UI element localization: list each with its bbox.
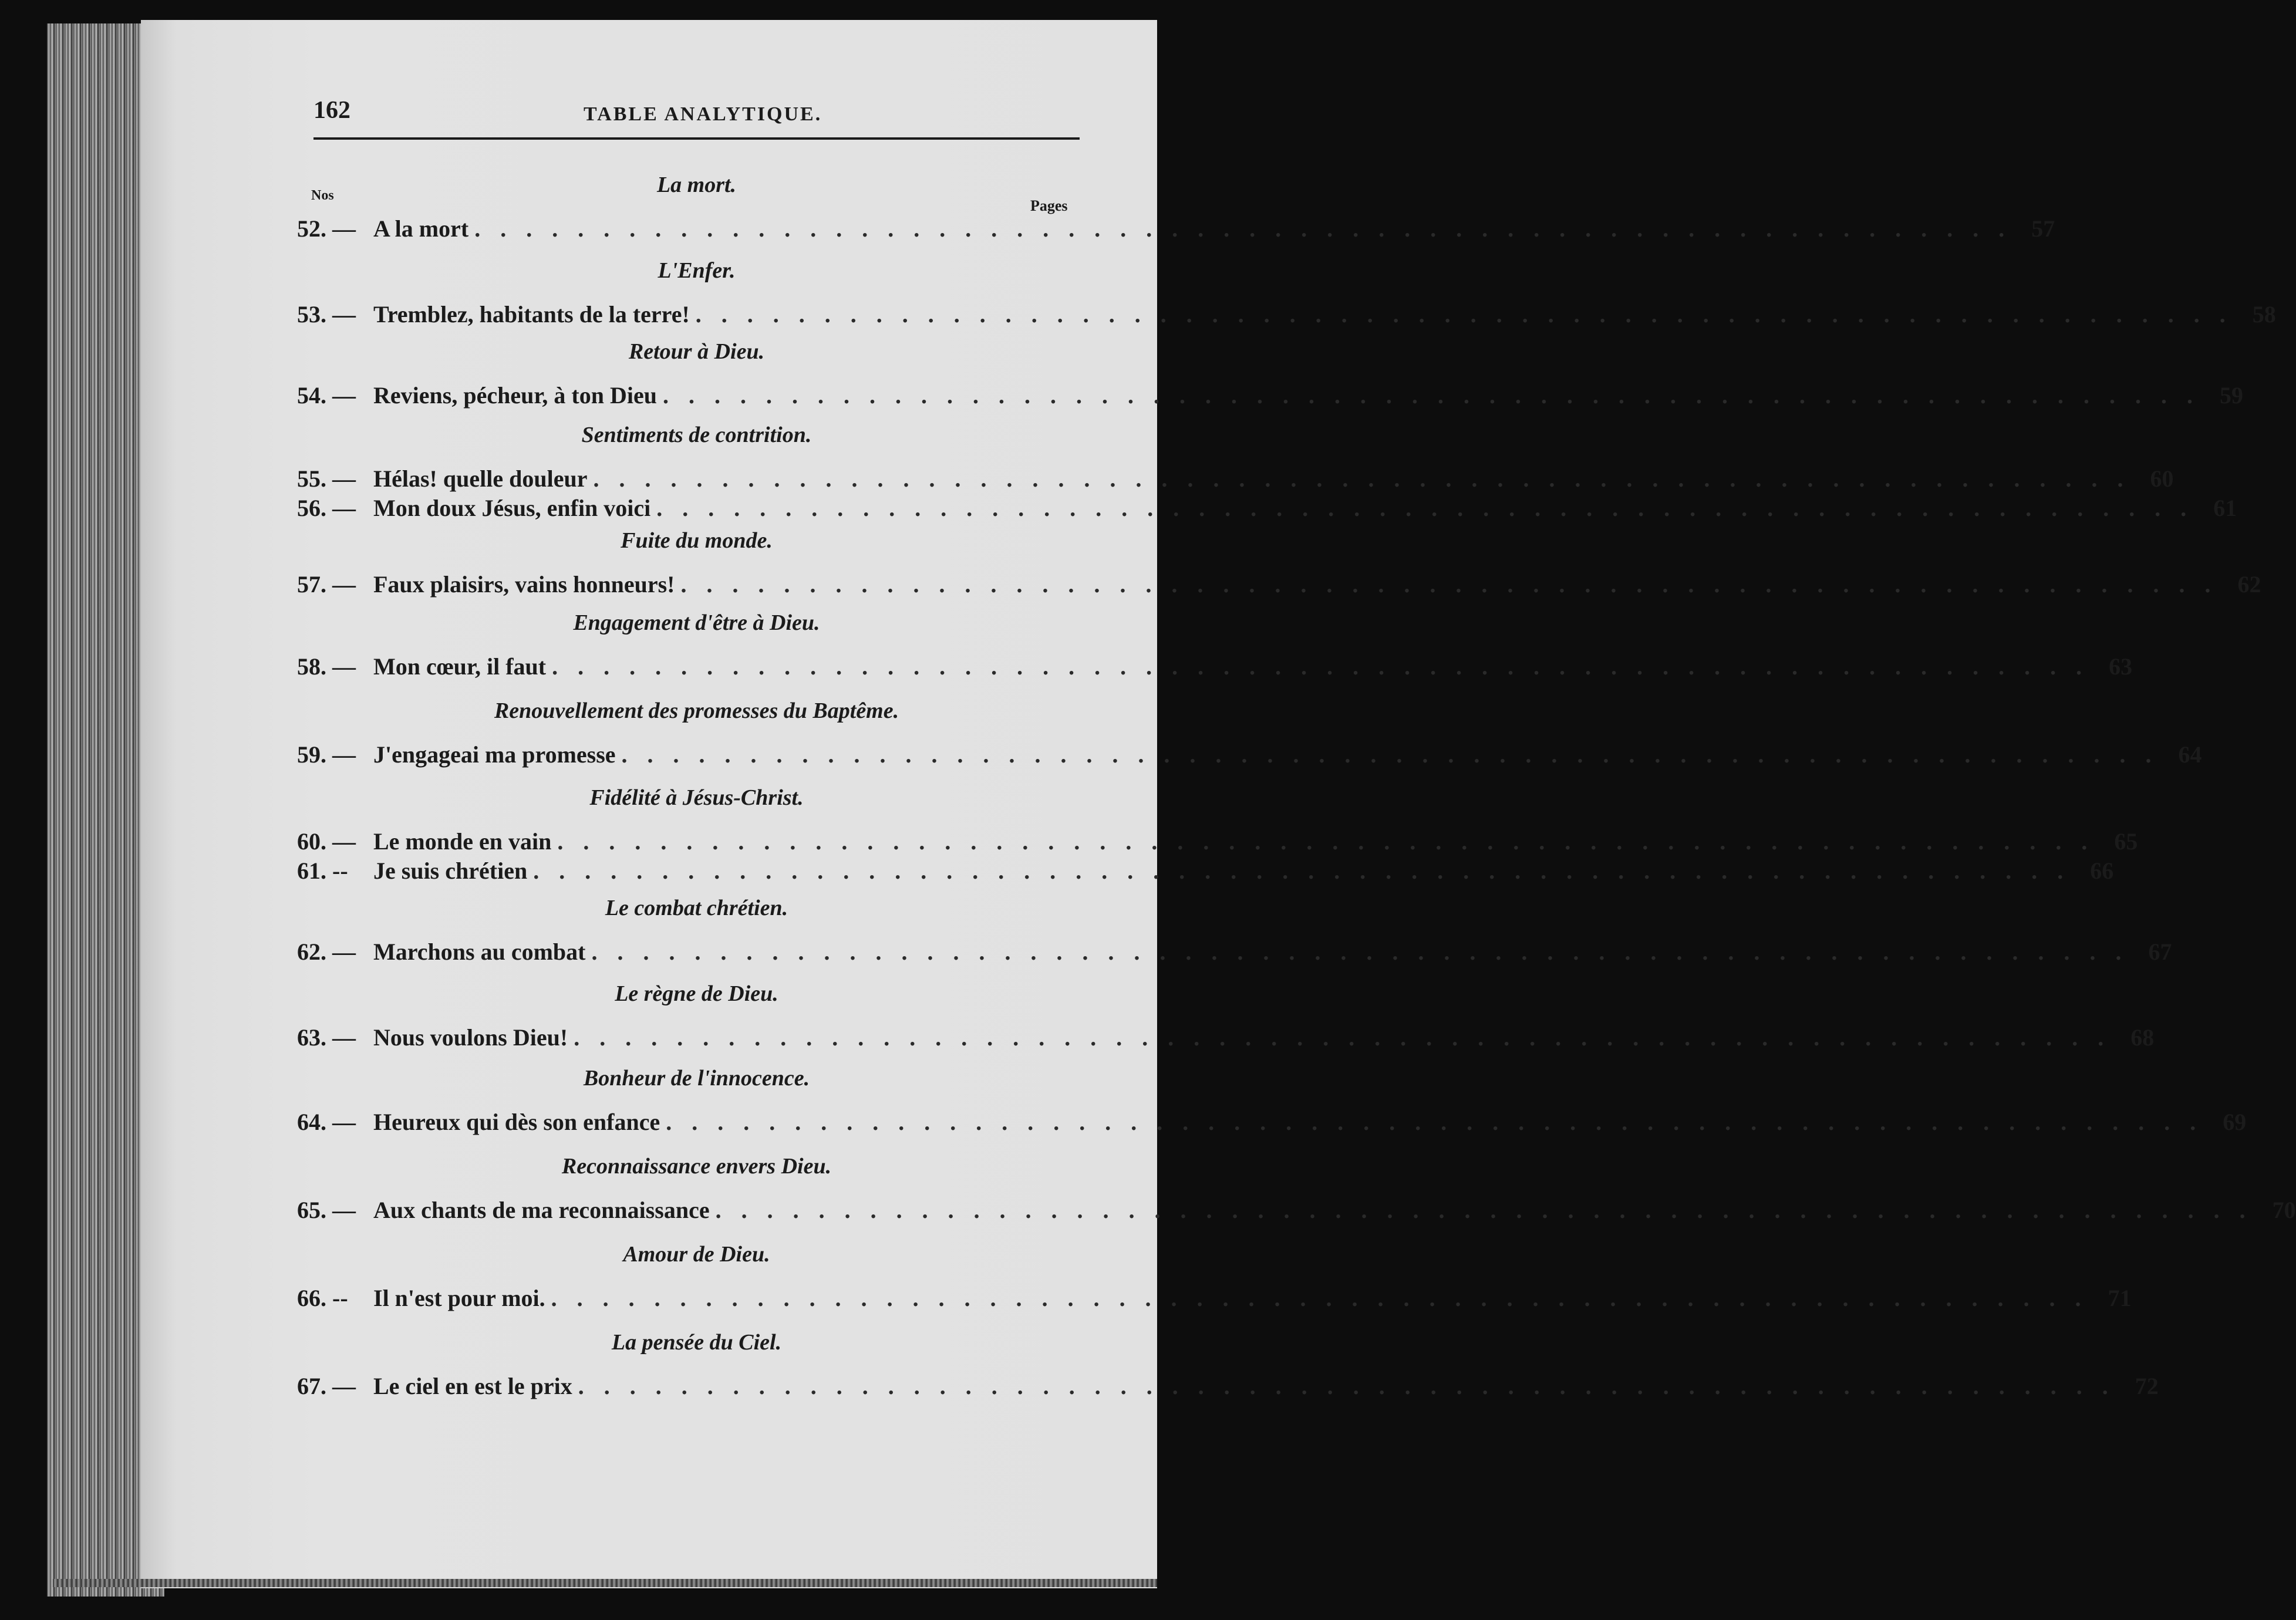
dot-leader: . . . . . . . . . . . . . . . . . . . . . . . . . . . . . . . . . . . . . . . . . . . . . . . . . . . . . . . . . . . . [557,828,2095,855]
page-number: 162 [313,97,350,124]
column-heading-numbers: Nos [311,188,334,203]
entry-page: 64 [2178,741,2202,768]
entry-page: 70 [2272,1197,2296,1223]
dot-leader: . . . . . . . . . . . . . . . . . . . . . . . . . . . . . . . . . . . . . . . . . . . . . . . . . . . . . . . . . . . . [591,939,2129,965]
toc-entry [297,493,2237,524]
entry-number: 59. — [297,741,356,768]
entry-title: Mon cœur, il faut [373,653,547,680]
entry-page: 69 [2223,1109,2247,1135]
entry-number: 61. -- [297,858,348,884]
section-title: La pensée du Ciel. [611,1330,782,1355]
entry-page: 58 [2252,301,2276,328]
dot-leader: . . . . . . . . . . . . . . . . . . . . . . . . . . . . . . . . . . . . . . . . . . . . . . . . . . . . . . . . . . . . [715,1197,2253,1223]
section-title: Retour à Dieu. [628,339,765,364]
entry-title: Hélas! quelle douleur [373,465,588,492]
dot-leader: . . . . . . . . . . . . . . . . . . . . . . . . . . . . . . . . . . . . . . . . . . . . . . . . . . . . . . . . . . . . [656,495,2194,521]
dot-leader: . . . . . . . . . . . . . . . . . . . . . . . . . . . . . . . . . . . . . . . . . . . . . . . . . . . . . . . . . . . . [574,1024,2111,1051]
entry-title: Aux chants de ma reconnaissance [373,1197,710,1223]
entry-page: 67 [2148,939,2172,965]
toc-entry [297,937,2172,967]
toc-entry [297,652,2133,682]
entry-page: 72 [2135,1373,2159,1399]
dot-leader: . . . . . . . . . . . . . . . . . . . . . . . . . . . . . . . . . . . . . . . . . . . . . . . . . . . . . . . . . . . . [474,215,2012,242]
entry-number: 57. — [297,571,356,598]
entry-number: 60. — [297,828,356,855]
entry-number: 63. — [297,1024,356,1051]
dot-leader: . . . . . . . . . . . . . . . . . . . . . . . . . . . . . . . . . . . . . . . . . . . . . . . . . . . . . . . . . . . . [695,301,2233,328]
entry-number: 66. -- [297,1285,348,1311]
entry-number: 55. — [297,465,356,492]
entry-title: Heureux qui dès son enfance [373,1109,660,1135]
column-heading-pages: Pages [1030,197,1068,214]
entry-title: Le ciel en est le prix [373,1373,572,1399]
toc-entry [297,856,2114,886]
dot-leader: . . . . . . . . . . . . . . . . . . . . . . . . . . . . . . . . . . . . . . . . . . . . . . . . . . . . . . . . . . . . [593,465,2130,492]
toc-entry [297,740,2202,770]
dot-leader: . . . . . . . . . . . . . . . . . . . . . . . . . . . . . . . . . . . . . . . . . . . . . . . . . . . . . . . . . . . . [666,1109,2203,1135]
running-title: TABLE ANALYTIQUE. [584,103,822,125]
entry-number: 52. — [297,215,356,242]
section-title: Engagement d'être à Dieu. [573,610,820,635]
entry-number: 54. — [297,382,356,409]
dot-leader: . . . . . . . . . . . . . . . . . . . . . . . . . . . . . . . . . . . . . . . . . . . . . . . . . . . . . . . . . . . . [662,382,2200,409]
toc-entry [297,214,2055,244]
toc-entry [297,1195,2296,1226]
entry-page: 68 [2130,1024,2155,1051]
toc-entry [297,1283,2132,1314]
dot-leader: . . . . . . . . . . . . . . . . . . . . . . . . . . . . . . . . . . . . . . . . . . . . . . . . . . . . . . . . . . . . [552,653,2089,680]
section-title: Le combat chrétien. [605,896,788,920]
entry-page: 71 [2108,1285,2132,1311]
entry-title: J'engageai ma promesse [373,741,616,768]
section-title: Fidélité à Jésus-Christ. [589,785,804,810]
entry-page: 62 [2237,571,2261,598]
section-title: Fuite du monde. [621,528,773,553]
entry-title: Je suis chrétien [373,858,528,884]
entry-number: 58. — [297,653,356,680]
entry-number: 53. — [297,301,356,328]
entry-number: 64. — [297,1109,356,1135]
toc-entry [297,464,2174,494]
toc-entry [297,569,2261,600]
entry-title: Marchons au combat [373,939,586,965]
entry-title: Mon doux Jésus, enfin voici [373,495,651,521]
toc-entry [297,299,2276,330]
entry-title: A la mort [373,215,469,242]
section-title: Reconnaissance envers Dieu. [561,1154,832,1179]
toc-entry [297,826,2138,857]
section-title: Le règne de Dieu. [615,981,778,1006]
entry-title: Faux plaisirs, vains honneurs! [373,571,675,598]
toc-entry [297,1107,2247,1138]
toc-entry [297,1022,2155,1053]
entry-number: 67. — [297,1373,356,1399]
entry-title: Le monde en vain [373,828,552,855]
dot-leader: . . . . . . . . . . . . . . . . . . . . . . . . . . . . . . . . . . . . . . . . . . . . . . . . . . . . . . . . . . . . [578,1373,2115,1399]
section-title: L'Enfer. [658,258,736,283]
section-title: Bonheur de l'innocence. [583,1066,810,1091]
entry-page: 57 [2031,215,2055,242]
entry-page: 60 [2150,465,2174,492]
page-header [313,96,1080,140]
dot-leader: . . . . . . . . . . . . . . . . . . . . . . . . . . . . . . . . . . . . . . . . . . . . . . . . . . . . . . . . . . . . [551,1285,2088,1311]
entry-title: Reviens, pécheur, à ton Dieu [373,382,657,409]
dot-leader: . . . . . . . . . . . . . . . . . . . . . . . . . . . . . . . . . . . . . . . . . . . . . . . . . . . . . . . . . . . . [533,858,2071,884]
section-title: Sentiments de contrition. [581,423,812,447]
toc-entry [297,1371,2159,1402]
entry-page: 61 [2213,495,2237,521]
toc-entry [297,380,2243,411]
entry-page: 63 [2109,653,2133,680]
entry-page: 66 [2090,858,2114,884]
entry-title: Il n'est pour moi. [373,1285,545,1311]
entry-page: 65 [2114,828,2138,855]
section-title: Renouvellement des promesses du Baptême. [494,698,899,723]
page-bottom-edge [53,1579,1157,1587]
entry-title: Nous voulons Dieu! [373,1024,568,1051]
section-title: La mort. [656,173,737,197]
entry-number: 65. — [297,1197,356,1223]
dot-leader: . . . . . . . . . . . . . . . . . . . . . . . . . . . . . . . . . . . . . . . . . . . . . . . . . . . . . . . . . . . . [621,741,2159,768]
entry-page: 59 [2219,382,2243,409]
entry-number: 56. — [297,495,356,521]
section-title: Amour de Dieu. [623,1242,770,1267]
entry-title: Tremblez, habitants de la terre! [373,301,690,328]
entry-number: 62. — [297,939,356,965]
dot-leader: . . . . . . . . . . . . . . . . . . . . . . . . . . . . . . . . . . . . . . . . . . . . . . . . . . . . . . . . . . . . [680,571,2218,598]
